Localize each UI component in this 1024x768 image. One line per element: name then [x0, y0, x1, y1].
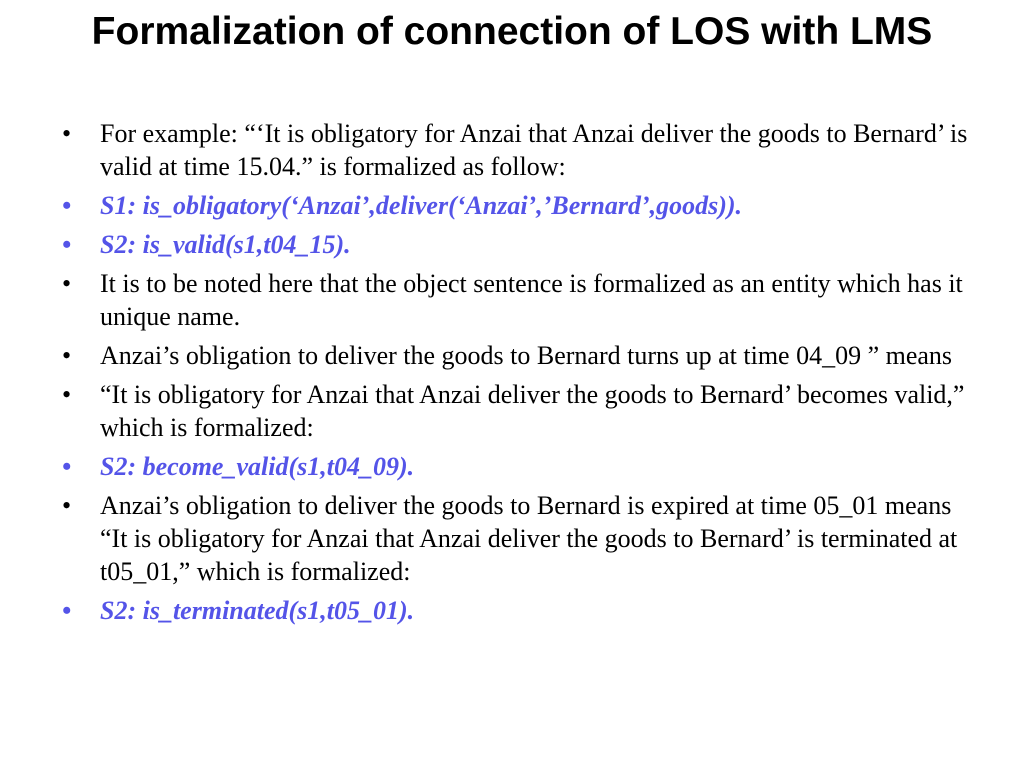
bullet-text: Anzai’s obligation to deliver the goods to Bernard turns up at time 04_09 ” means — [100, 341, 953, 370]
bullet-icon: • — [62, 491, 72, 520]
bullet-icon: • — [62, 341, 72, 370]
bullet-item — [62, 378, 972, 444]
bullet-icon: • — [62, 596, 72, 625]
bullet-icon: • — [62, 191, 72, 220]
bullet-text: S2: become_valid(s1,t04_09). — [100, 452, 415, 481]
bullet-icon: • — [62, 380, 72, 409]
bullet-text: S2: is_terminated(s1,t05_01). — [100, 596, 415, 625]
bullet-text: S2: is_valid(s1,t04_15). — [100, 230, 351, 259]
bullet-item — [62, 450, 972, 483]
bullet-text: Anzai’s obligation to deliver the goods to Bernard is expired at time 05_01 means “It is obligatory for Anzai that Anzai deliver the goods to Bernard’ is terminated at t05_01,” which is formalized: — [100, 491, 958, 586]
bullet-text: It is to be noted here that the object sentence is formalized as an entity which has it unique name. — [100, 269, 963, 331]
bullet-icon: • — [62, 269, 72, 298]
bullet-item — [62, 189, 972, 222]
bullet-text: For example: “‘It is obligatory for Anzai that Anzai deliver the goods to Bernard’ is valid at time 15.04.” is formalized as follow: — [100, 119, 968, 181]
bullet-item — [62, 339, 972, 372]
bullet-item — [62, 594, 972, 627]
bullet-item — [62, 117, 972, 183]
slide-title: Formalization of connection of LOS with LMS — [91, 10, 933, 53]
bullet-icon: • — [62, 452, 72, 481]
bullet-list — [62, 117, 972, 633]
bullet-icon: • — [62, 230, 72, 259]
bullet-item — [62, 267, 972, 333]
bullet-icon: • — [62, 119, 72, 148]
bullet-text: S1: is_obligatory(‘Anzai’,deliver(‘Anzai’,’Bernard’,goods)). — [100, 191, 743, 220]
bullet-text: “It is obligatory for Anzai that Anzai deliver the goods to Bernard’ becomes valid,” which is formalized: — [100, 380, 965, 442]
bullet-item — [62, 489, 972, 588]
bullet-item — [62, 228, 972, 261]
